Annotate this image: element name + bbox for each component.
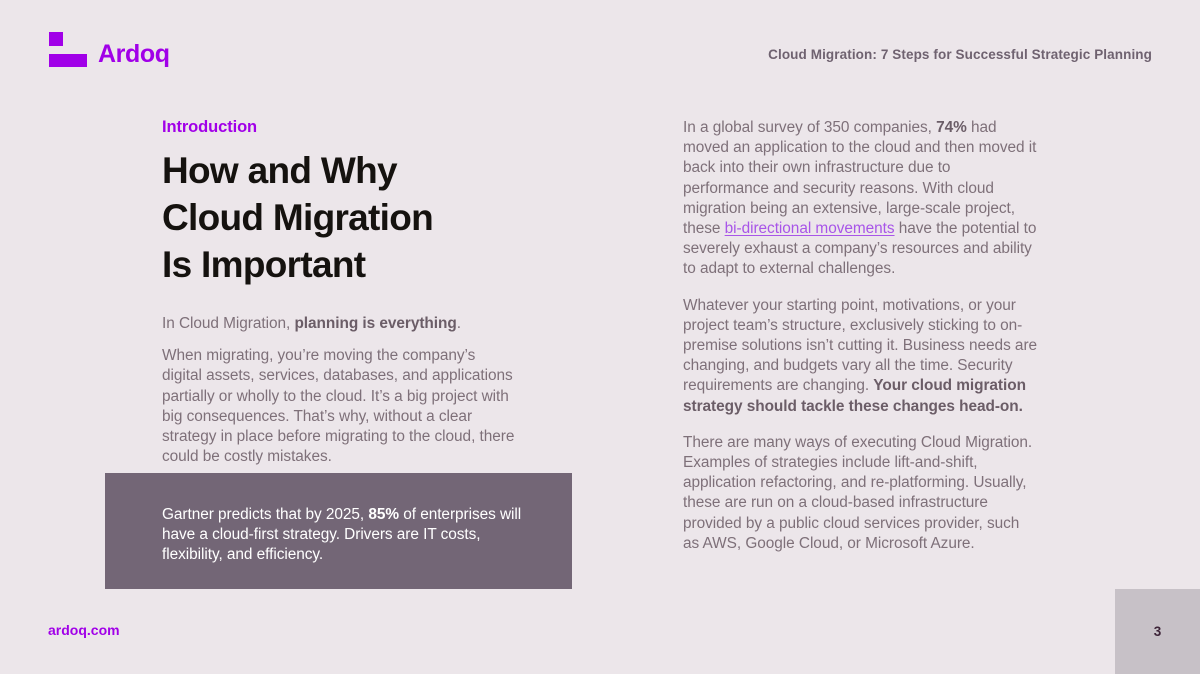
- left-paragraph-1: [162, 314, 518, 334]
- headline-line-3: Is Important: [162, 244, 366, 285]
- headline-line-2: Cloud Migration: [162, 197, 434, 238]
- ardoq-logo-mark-icon: [48, 30, 88, 70]
- right-paragraph-2: [683, 296, 1038, 417]
- page-header: [0, 0, 1200, 96]
- rp2-text-before: Whatever your starting point, motivations, or your project team’s structure, exclusively sticking to on-premise solutions isn’t cutting it. Business needs are changing, and budgets vary all the time. Security requirements are changing.: [683, 296, 1038, 395]
- lp1-text-before: In Cloud Migration,: [162, 315, 295, 332]
- bi-directional-movements-link[interactable]: bi-directional movements: [724, 220, 895, 238]
- page-number: 3: [1153, 624, 1162, 639]
- logo-square-icon: [49, 32, 63, 46]
- page-number-box: [1115, 589, 1200, 674]
- page-title: [162, 147, 518, 288]
- statistic-callout-box: [105, 473, 572, 589]
- logo-bar-icon: [49, 54, 87, 67]
- website-footer-link[interactable]: ardoq.com: [48, 622, 120, 638]
- left-column: [162, 118, 518, 467]
- rp2-bold: Your cloud migration strategy should tackle these changes head-on.: [683, 377, 1026, 415]
- document-title: Cloud Migration: 7 Steps for Successful Strategic Planning: [768, 47, 1152, 62]
- callout-bold-stat: 85%: [368, 506, 399, 523]
- rp1-part-2: had moved an application to the cloud and then moved it back into their own infrastructure due to performance and security reasons. With cloud migration being an extensive, large-scale project, these: [683, 119, 1037, 238]
- left-paragraph-2: When migrating, you’re moving the company’s digital assets, services, databases, and applications partially or wholly to the cloud. It’s a big project with big consequences. That’s why, without a clear strategy in place before migrating to the cloud, there could be costly mistakes.: [162, 347, 515, 466]
- headline-line-1: How and Why: [162, 150, 397, 191]
- lp1-text-after: .: [456, 315, 461, 332]
- ardoq-logo-text: Ardoq: [98, 40, 170, 68]
- right-paragraph-1: [683, 118, 1038, 280]
- callout-text: [162, 505, 537, 566]
- lp1-bold: planning is everything: [294, 315, 457, 332]
- rp1-bold-stat: 74%: [936, 119, 967, 136]
- callout-text-before: Gartner predicts that by 2025,: [162, 506, 369, 523]
- right-paragraph-3: There are many ways of executing Cloud Migration. Examples of strategies include lift-and-shift, application refactoring, and re-platforming. Usually, these are run on a cloud-based infrastructure provided by a public cloud services provider, such as AWS, Google Cloud, or Microsoft Azure.: [683, 433, 1033, 552]
- section-eyebrow: Introduction: [162, 118, 258, 136]
- callout-text-after: of enterprises will have a cloud-first strategy. Drivers are IT costs, flexibility, and efficiency.: [162, 506, 522, 564]
- right-column: [683, 118, 1038, 570]
- rp1-part-1: In a global survey of 350 companies,: [683, 119, 937, 136]
- rp1-part-3: have the potential to severely exhaust a company’s resources and ability to adapt to external challenges.: [683, 220, 1037, 278]
- ardoq-logo[interactable]: [48, 28, 170, 70]
